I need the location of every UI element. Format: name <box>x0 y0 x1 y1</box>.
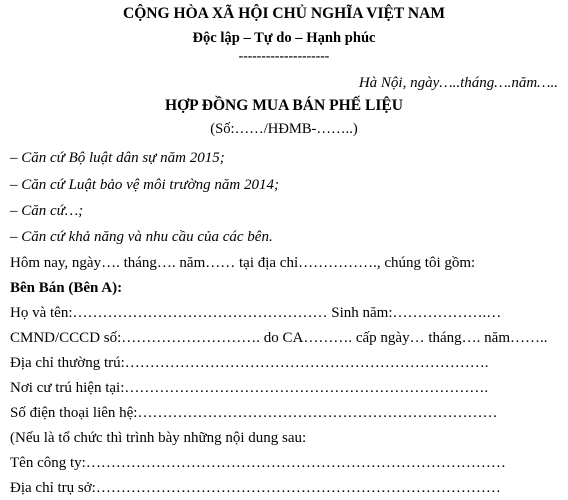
basis-item: – Căn cứ Luật bảo vệ môi trường năm 2014; <box>10 177 279 193</box>
basis-item: – Căn cứ khả năng và nhu cầu của các bên. <box>10 229 273 245</box>
field-permanent-address: Địa chỉ thường trú:………………………………………………………………. <box>10 355 489 371</box>
field-phone: Số điện thoại liên hệ:……………………………………………………………… <box>10 405 498 421</box>
header-separator: -------------------- <box>238 48 330 63</box>
contract-title: HỢP ĐỒNG MUA BÁN PHẾ LIỆU <box>165 97 403 114</box>
basis-item: – Căn cứ…; <box>10 203 84 219</box>
field-current-residence: Nơi cư trú hiện tại:………………………………………………………………. <box>10 380 489 396</box>
field-company-name: Tên công ty:………………………………………………………………………… <box>10 455 506 471</box>
contract-number: (Số:……/HĐMB-……..) <box>210 121 358 137</box>
national-motto: Độc lập – Tự do – Hạnh phúc <box>192 30 376 46</box>
field-fullname: Họ và tên:…………………………………………… Sinh năm:……………….… <box>10 305 502 321</box>
national-title: CỘNG HÒA XÃ HỘI CHỦ NGHĨA VIỆT NAM <box>122 5 446 22</box>
intro-text: Hôm nay, ngày…. tháng…. năm…… tại địa chỉ……………., chúng tôi gồm: <box>10 255 476 271</box>
basis-item: – Căn cứ Bộ luật dân sự năm 2015; <box>10 150 225 166</box>
field-company-address: Địa chỉ trụ sở:……………………………………………………………………… <box>10 480 501 496</box>
place-date: Hà Nội, ngày…..tháng….năm….. <box>358 75 558 91</box>
field-id-number: CMND/CCCD số:………………………. do CA………. cấp ngày… tháng…. năm…….. <box>10 330 548 346</box>
organization-note: (Nếu là tổ chức thì trình bày những nội dung sau: <box>10 430 307 446</box>
party-a-heading: Bên Bán (Bên A): <box>10 280 123 296</box>
